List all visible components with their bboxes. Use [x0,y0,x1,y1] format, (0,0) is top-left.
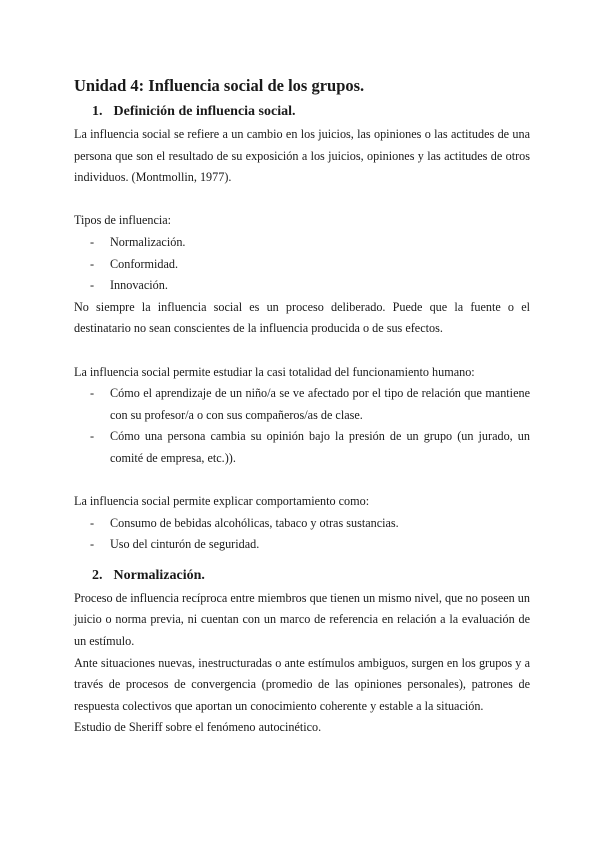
list-item: - Cómo una persona cambia su opinión bajo la presión de un grupo (un jurado, un comité de empresa, etc.)). [74,426,530,469]
normalization-paragraph-3: Estudio de Sheriff sobre el fenómeno autocinético. [74,720,322,735]
unit-title: Unidad 4: Influencia social de los grupos. [74,76,365,95]
list-item: - Normalización. [74,232,530,254]
section-2-number: 2. [92,567,103,583]
section-2-title: Normalización. [113,567,205,583]
definition-paragraph: La influencia social se refiere a un cambio en los juicios, las opiniones o las actitudes de una persona que son el resultado de su exposición a los juicios, opiniones y las actitudes de otros individuos. (Montmollin, 1977). [74,127,530,185]
deliberate-paragraph: No siempre la influencia social es un proceso deliberado. Puede que la fuente o el destinatario no sean conscientes de la influencia producida o de sus efectos. [74,299,530,336]
types-list [74,232,530,297]
list-item: - Uso del cinturón de seguridad. [74,534,530,556]
list-item: - Consumo de bebidas alcohólicas, tabaco y otras sustancias. [74,513,530,535]
section-2-heading [74,564,530,588]
list-item: - Cómo el aprendizaje de un niño/a se ve afectado por el tipo de relación que mantiene con su profesor/a o con sus compañeros/as de clase. [74,383,530,426]
study-list [74,383,530,469]
list-item: - Conformidad. [74,254,530,276]
page-content [74,74,530,739]
section-1-heading [74,100,530,124]
study-intro: La influencia social permite estudiar la casi totalidad del funcionamiento humano: [74,364,475,379]
section-1-number: 1. [92,104,103,119]
explain-intro: La influencia social permite explicar comportamiento como: [74,494,370,509]
types-intro: Tipos de influencia: [74,213,172,228]
section-1-title: Definición de influencia social. [113,104,296,119]
list-item: - Innovación. [74,275,530,297]
explain-list [74,513,530,556]
normalization-paragraph-2: Ante situaciones nuevas, inestructuradas o ante estímulos ambiguos, surgen en los grupos y a través de procesos de convergencia (promedio de las opiniones personales), patrones de respuesta colectivos que aportan un conocimiento coherente y estable a la situación. [74,655,530,713]
normalization-paragraph-1: Proceso de influencia recíproca entre miembros que tienen un mismo nivel, que no poseen un juicio o norma previa, ni cuentan con un marco de referencia en relación a la evaluación de un estímulo. [74,590,530,649]
